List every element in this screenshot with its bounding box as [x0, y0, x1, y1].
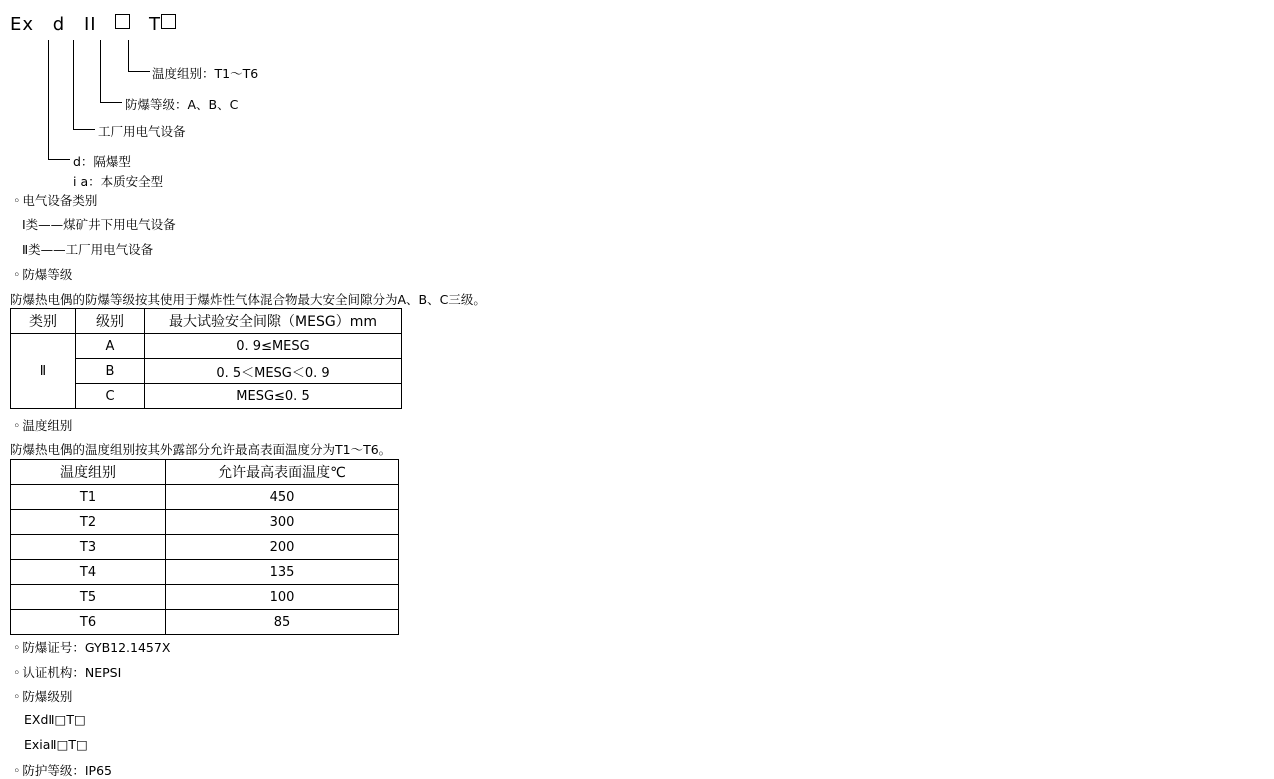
- leader-horizontal-grade: [100, 102, 122, 103]
- ip-rating: ◦ 防护等级：IP65: [13, 761, 112, 779]
- annotation-intrinsic-safe-type: i a：本质安全型: [73, 174, 164, 189]
- table-row: [11, 560, 399, 585]
- certification-organization: ◦ 认证机构：NEPSI: [13, 663, 121, 681]
- leader-vertical-equipment: [73, 40, 74, 130]
- category-item-1: Ⅰ类——煤矿井下用电气设备: [22, 217, 176, 232]
- code-segment-d: d: [52, 14, 66, 35]
- cell-group-t1: T1: [11, 485, 166, 510]
- annotation-temp-group: 温度组别：T1～T6: [152, 66, 259, 81]
- cell-temp-t5: 100: [166, 585, 399, 610]
- leader-vertical-grade: [100, 40, 101, 103]
- header-mesg: 最大试验安全间隙（MESG）mm: [145, 309, 402, 334]
- leader-vertical-temp: [128, 40, 129, 72]
- header-temp-group: 温度组别: [11, 460, 166, 485]
- cell-temp-t4: 135: [166, 560, 399, 585]
- table-row: [11, 585, 399, 610]
- table-row: [11, 510, 399, 535]
- cell-level-c: C: [76, 384, 145, 409]
- cell-level-a: A: [76, 334, 145, 359]
- cell-temp-t6: 85: [166, 610, 399, 635]
- table-row: [11, 535, 399, 560]
- cell-mesg-c: MESG≤0. 5: [145, 384, 402, 409]
- annotation-factory-equipment: 工厂用电气设备: [98, 124, 186, 139]
- cell-group-t6: T6: [11, 610, 166, 635]
- cell-group-t3: T3: [11, 535, 166, 560]
- code-segment-grade-box: [115, 14, 130, 35]
- annotation-explosion-grade: 防爆等级：A、B、C: [125, 97, 239, 112]
- cell-temp-t1: 450: [166, 485, 399, 510]
- explosion-grade-table: [10, 308, 402, 409]
- explosion-class-item-1: EXdⅡ□T□: [24, 712, 86, 727]
- cell-group-t5: T5: [11, 585, 166, 610]
- table-row: [11, 610, 399, 635]
- header-category: 类别: [11, 309, 76, 334]
- code-segment-ex: Ex: [10, 14, 35, 35]
- temperature-group-table: [10, 459, 399, 635]
- leader-horizontal-type: [48, 159, 70, 160]
- cell-mesg-b: 0. 5＜MESG＜0. 9: [145, 359, 402, 384]
- cell-mesg-a: 0. 9≤MESG: [145, 334, 402, 359]
- cell-group-t4: T4: [11, 560, 166, 585]
- cell-level-b: B: [76, 359, 145, 384]
- section-title-temperature-group: ◦ 温度组别: [13, 416, 72, 434]
- grade-placeholder-box: [115, 14, 130, 29]
- table-row: [11, 485, 399, 510]
- temp-placeholder-box: [161, 14, 176, 29]
- leader-vertical-type: [48, 40, 49, 160]
- code-segment-group: II: [83, 14, 97, 35]
- cell-category-II: Ⅱ: [11, 334, 76, 409]
- header-max-surface-temp: 允许最高表面温度℃: [166, 460, 399, 485]
- code-designation-line: [10, 14, 188, 35]
- table-row: [11, 334, 402, 359]
- annotation-flameproof-type: d：隔爆型: [73, 154, 131, 169]
- section-title-explosion-class: ◦ 防爆级别: [13, 687, 72, 705]
- leader-horizontal-temp: [128, 71, 150, 72]
- code-designation-diagram: [10, 14, 430, 194]
- leader-horizontal-equipment: [73, 129, 95, 130]
- header-level: 级别: [76, 309, 145, 334]
- code-segment-temp: T: [149, 14, 176, 35]
- temperature-group-description: 防爆热电偶的温度组别按其外露部分允许最高表面温度分为T1～T6。: [10, 442, 392, 457]
- section-title-equipment-category: ◦ 电气设备类别: [13, 191, 97, 209]
- cell-temp-t2: 300: [166, 510, 399, 535]
- category-item-2: Ⅱ类——工厂用电气设备: [22, 242, 154, 257]
- table-header-row: [11, 460, 399, 485]
- table-header-row: [11, 309, 402, 334]
- explosion-class-item-2: ExiaⅡ□T□: [24, 737, 88, 752]
- cell-temp-t3: 200: [166, 535, 399, 560]
- cell-group-t2: T2: [11, 510, 166, 535]
- section-title-explosion-grade: ◦ 防爆等级: [13, 265, 72, 283]
- explosion-grade-description: 防爆热电偶的防爆等级按其使用于爆炸性气体混合物最大安全间隙分为A、B、C三级。: [10, 292, 486, 307]
- certificate-number: ◦ 防爆证号：GYB12.1457X: [13, 638, 170, 656]
